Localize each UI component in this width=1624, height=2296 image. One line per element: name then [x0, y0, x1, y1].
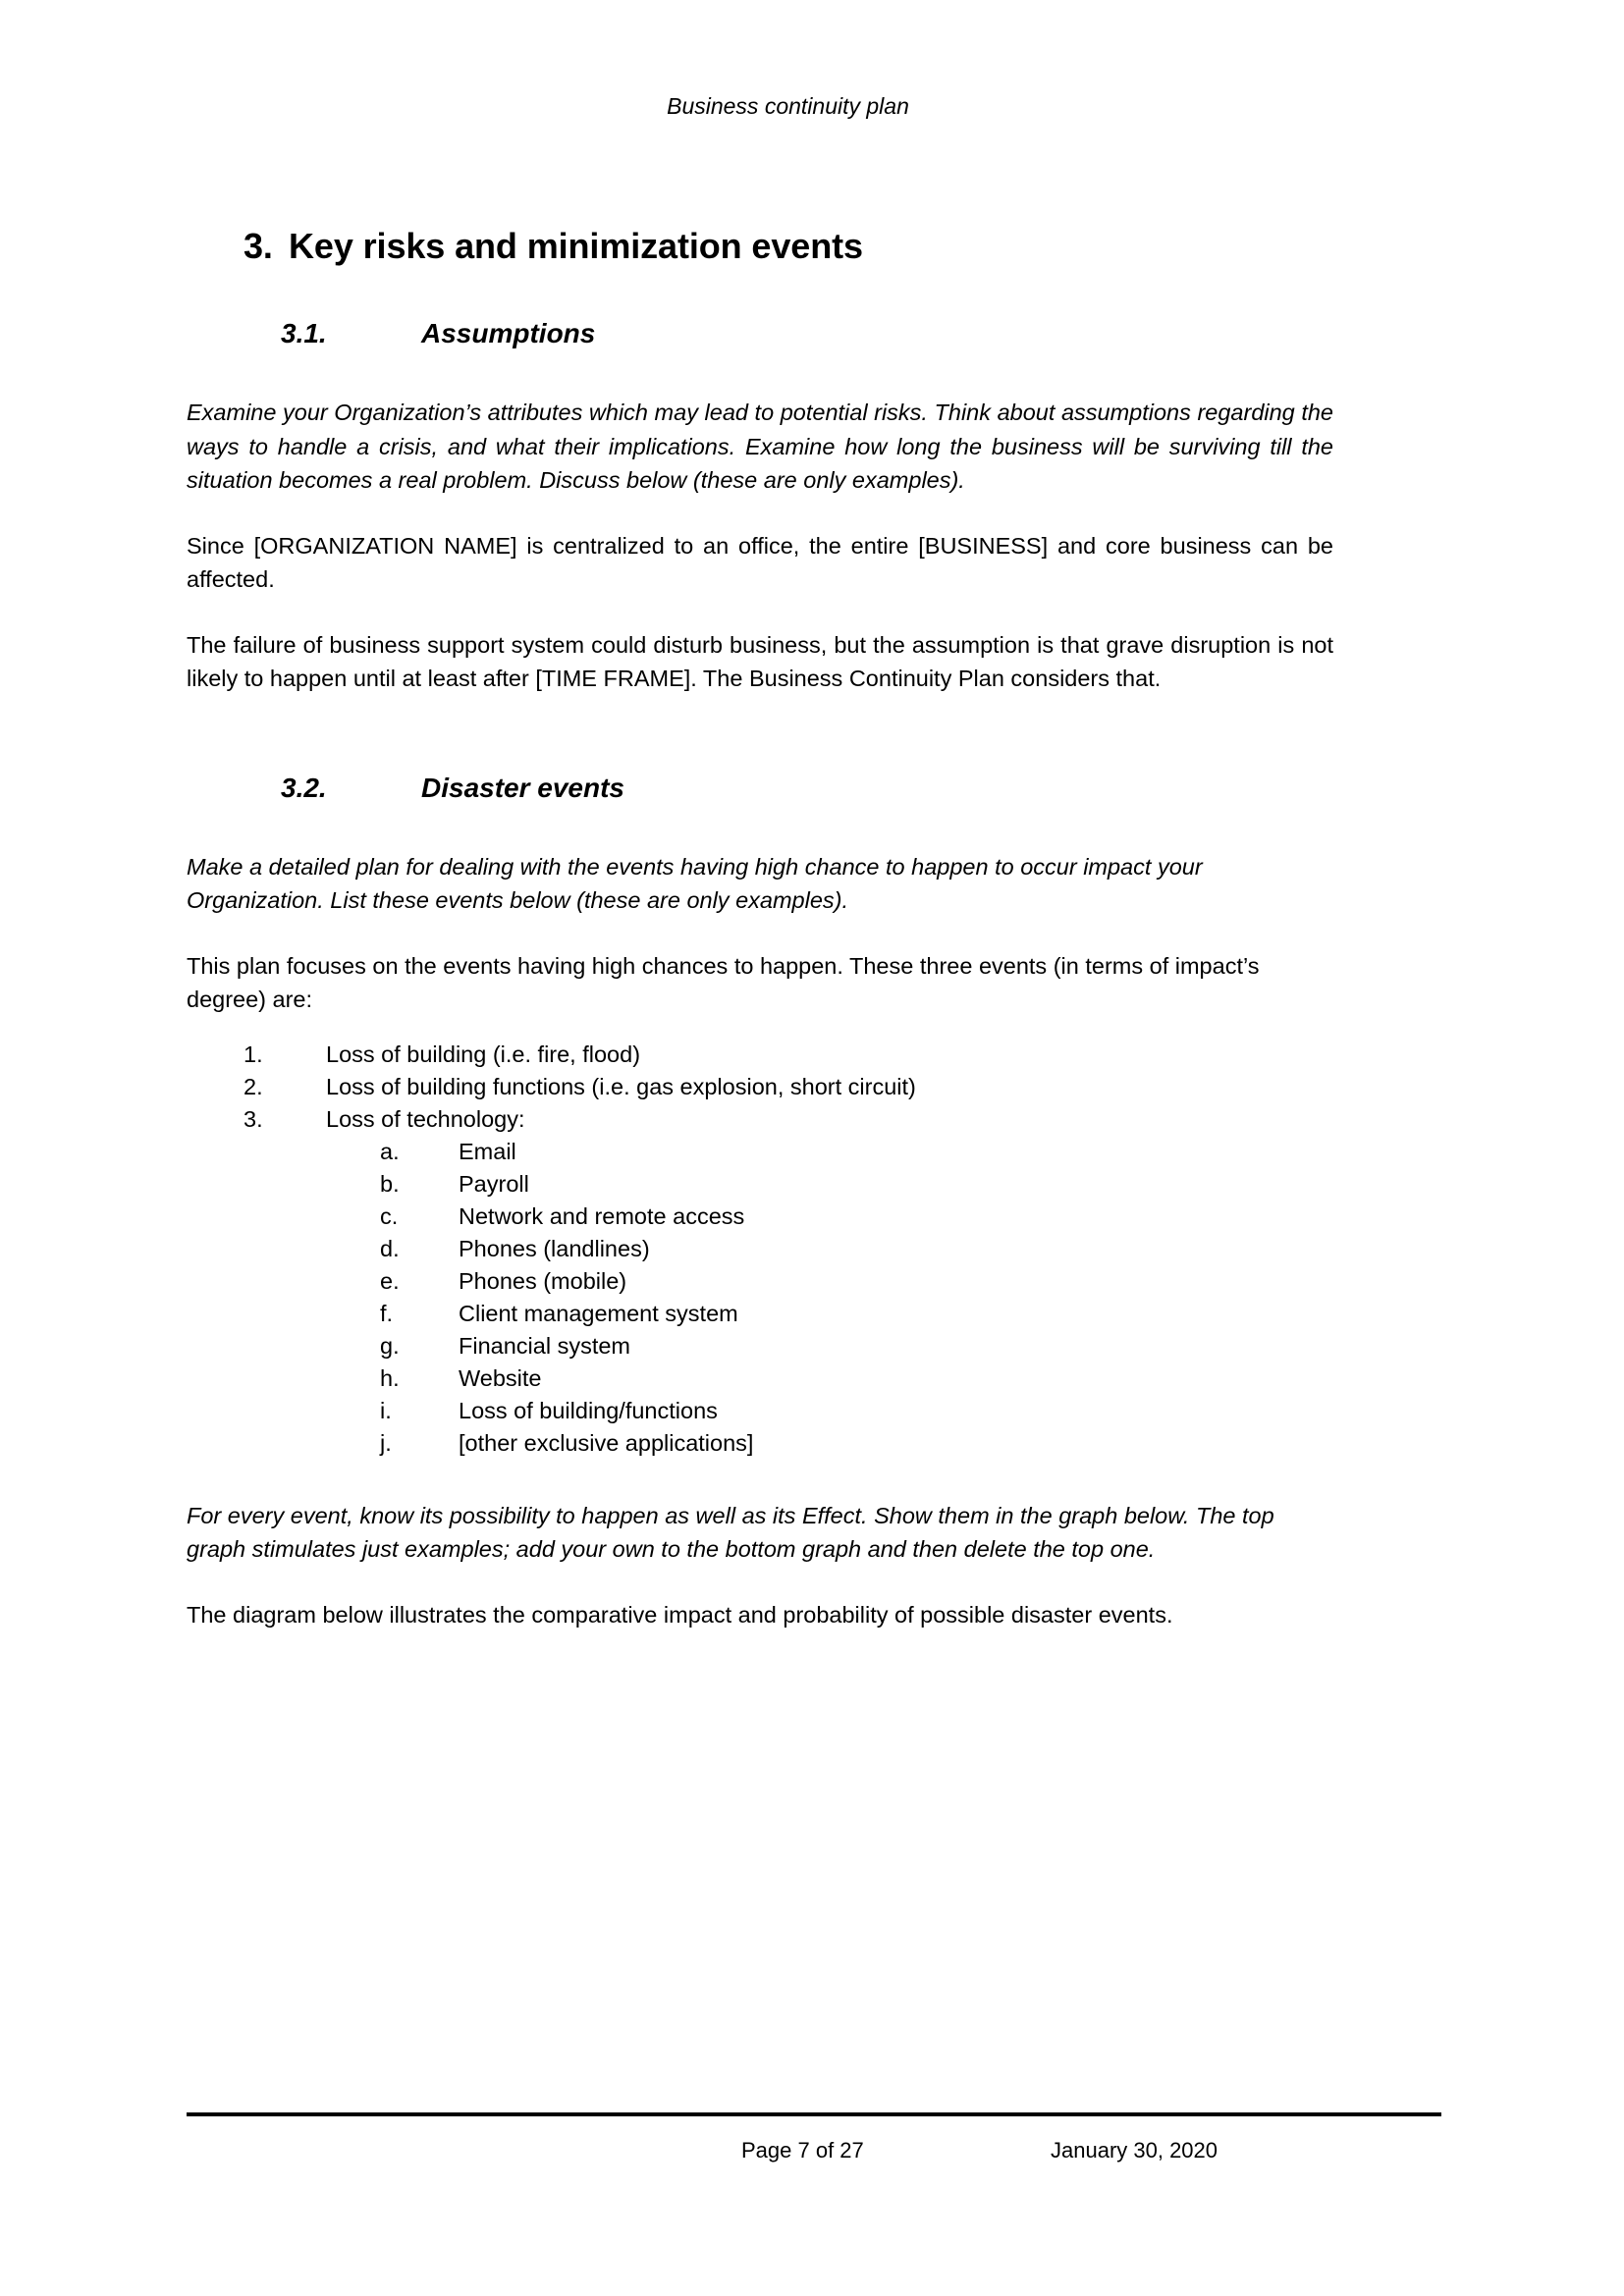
- list-item: [326, 1168, 1390, 1201]
- subsection-title: Assumptions: [421, 318, 596, 348]
- subsection-heading-assumptions: [281, 316, 1390, 350]
- list-item-label: Website: [459, 1364, 542, 1391]
- list-marker: f.: [380, 1300, 394, 1326]
- list-item: [326, 1427, 1390, 1460]
- list-marker: j.: [380, 1429, 392, 1456]
- list-item: [326, 1395, 1390, 1427]
- list-item-label: Loss of building functions (i.e. gas explosion, short circuit): [326, 1073, 916, 1099]
- list-item: [187, 1103, 1390, 1460]
- assumptions-paragraph-2: The failure of business support system could disturb business, but the assumption is that grave disruption is not likely to happen until at least after [TIME FRAME]. The Business Continuity Plan considers that.: [187, 631, 1333, 692]
- list-marker: e.: [380, 1267, 400, 1294]
- list-marker: d.: [380, 1235, 400, 1261]
- page-number-label: Page 7 of 27: [741, 2138, 864, 2163]
- document-date: January 30, 2020: [1051, 2138, 1218, 2163]
- list-marker: 1.: [244, 1041, 263, 1067]
- list-item-label: Phones (mobile): [459, 1267, 627, 1294]
- list-item: [187, 1071, 1390, 1103]
- assumptions-paragraph-1: Since [ORGANIZATION NAME] is centralized to an office, the entire [BUSINESS] and core business can be affected.: [187, 532, 1333, 593]
- page-footer: [187, 2112, 1441, 2167]
- list-marker: b.: [380, 1170, 400, 1197]
- section-title: Key risks and minimization events: [289, 226, 863, 266]
- list-item-label: Loss of building (i.e. fire, flood): [326, 1041, 641, 1067]
- footer-row: [187, 2138, 1441, 2167]
- list-item-label: Client management system: [459, 1300, 738, 1326]
- section-heading: [244, 224, 1390, 268]
- disaster-events-guidance-text: Make a detailed plan for dealing with the events having high chance to happen to occur impact your Organization. List these events below (these are only examples).: [187, 853, 1203, 914]
- list-marker: i.: [380, 1397, 392, 1423]
- subsection-heading-disaster-events: [281, 771, 1390, 805]
- graph-guidance-text: For every event, know its possibility to happen as well as its Effect. Show them in the graph below. The top graph stimulates just examples; add your own to the bottom graph and then delete the top one.: [187, 1502, 1274, 1563]
- assumptions-guidance-text: Examine your Organization’s attributes which may lead to potential risks. Think about assumptions regarding the ways to handle a crisis, and what their implications. Examine how long the business will be surviving till the situation becomes a real problem. Discuss below (these are only examples).: [187, 400, 1333, 494]
- list-marker: g.: [380, 1332, 400, 1359]
- list-item-label: Phones (landlines): [459, 1235, 650, 1261]
- list-item-label: Payroll: [459, 1170, 529, 1197]
- list-item: [326, 1362, 1390, 1395]
- disaster-events-list: [187, 1039, 1390, 1460]
- footer-divider: [187, 2112, 1441, 2116]
- subsection-title: Disaster events: [421, 772, 625, 803]
- list-marker: 3.: [244, 1105, 263, 1132]
- list-item-label: Email: [459, 1138, 516, 1164]
- running-header: [187, 93, 1389, 121]
- list-item: [326, 1233, 1390, 1265]
- list-item-label: Financial system: [459, 1332, 630, 1359]
- list-item: [187, 1039, 1390, 1071]
- diagram-closing-paragraph: The diagram below illustrates the comparative impact and probability of possible disaster events.: [187, 1601, 1173, 1628]
- list-item-label: [other exclusive applications]: [459, 1429, 754, 1456]
- list-item-label: Loss of technology:: [326, 1105, 525, 1132]
- subsection-number: 3.2.: [281, 772, 327, 803]
- running-header-text: Business continuity plan: [667, 93, 909, 119]
- subsection-number: 3.1.: [281, 318, 327, 348]
- list-item: [326, 1330, 1390, 1362]
- list-marker: h.: [380, 1364, 400, 1391]
- document-content: [187, 224, 1390, 1631]
- list-item: [326, 1201, 1390, 1233]
- section-number: 3.: [244, 226, 273, 266]
- list-marker: c.: [380, 1202, 399, 1229]
- disaster-events-intro: This plan focuses on the events having high chances to happen. These three events (in terms of impact’s degree) are:: [187, 952, 1260, 1013]
- list-marker: a.: [380, 1138, 400, 1164]
- list-item-label: Network and remote access: [459, 1202, 745, 1229]
- list-item: [326, 1136, 1390, 1168]
- technology-sublist: [326, 1136, 1390, 1460]
- list-item: [326, 1265, 1390, 1298]
- list-marker: 2.: [244, 1073, 263, 1099]
- list-item: [326, 1298, 1390, 1330]
- list-item-label: Loss of building/functions: [459, 1397, 718, 1423]
